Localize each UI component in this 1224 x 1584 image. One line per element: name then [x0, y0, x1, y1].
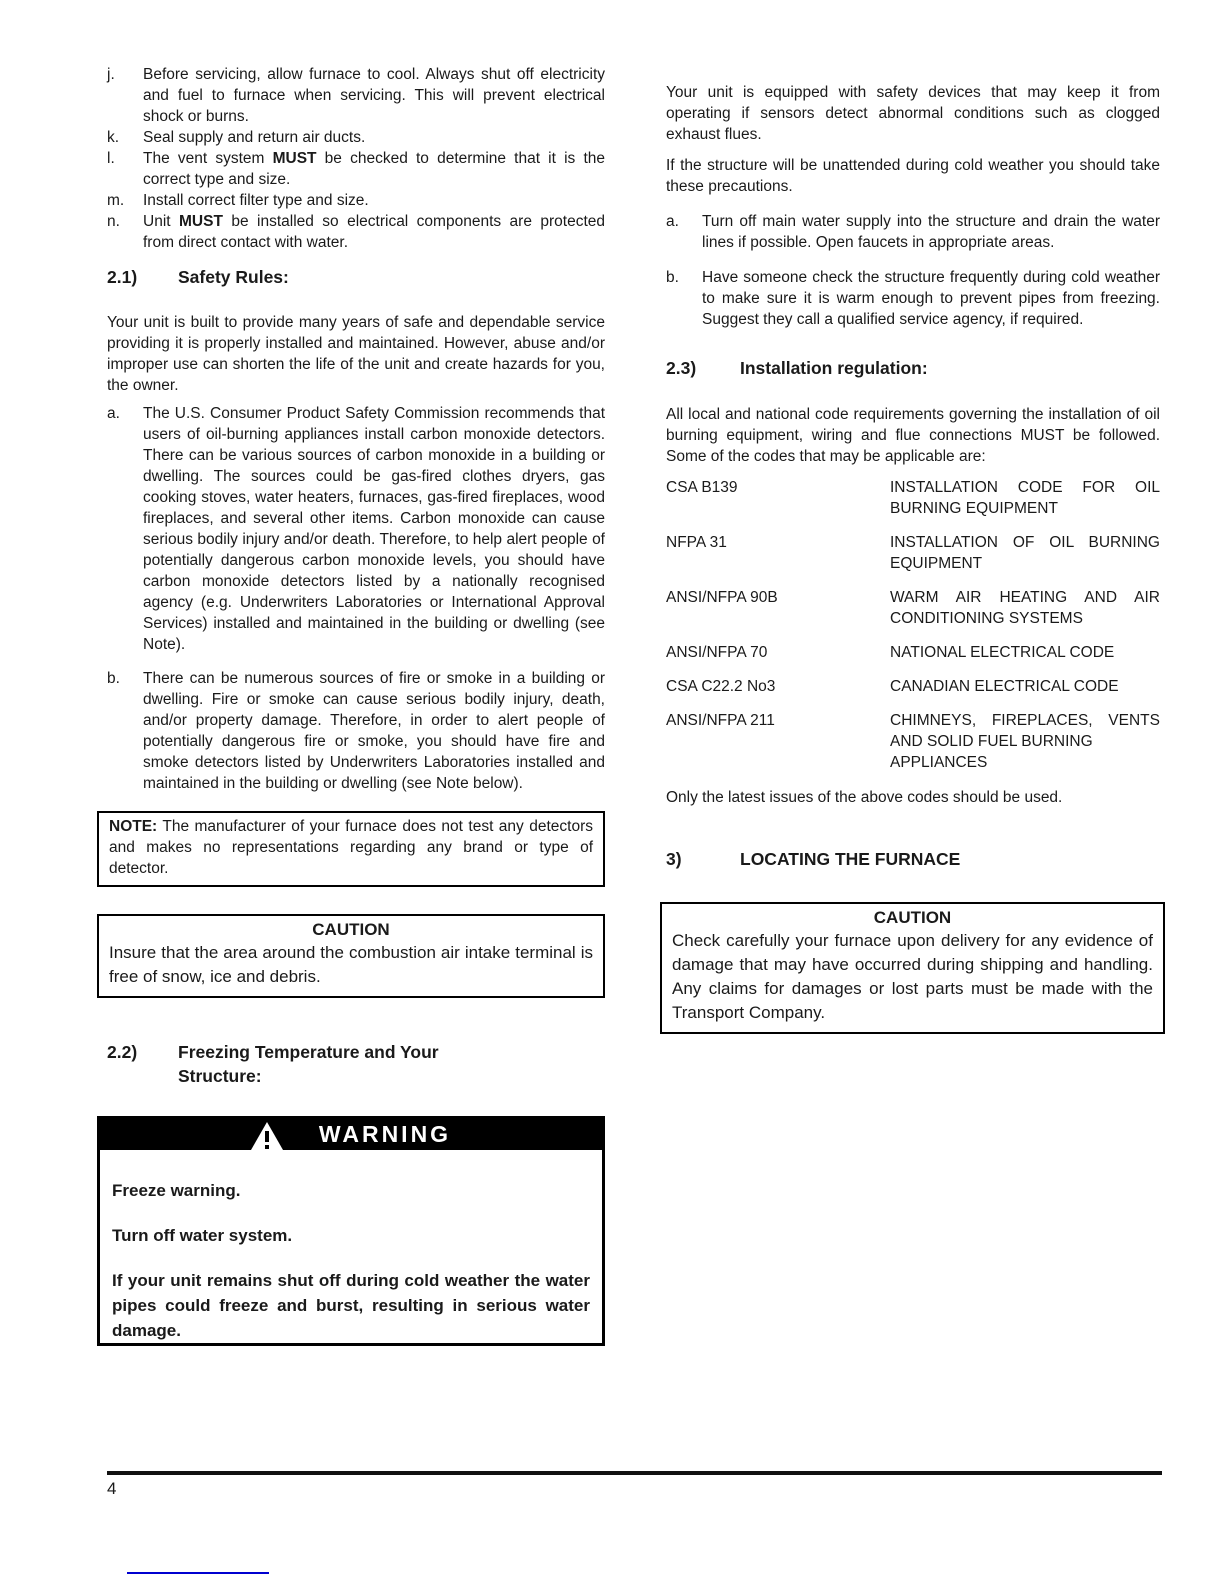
section-heading-freezing-temperature [107, 1040, 605, 1088]
paragraph: Your unit is built to provide many years of safe and dependable service providing it is properly installed and maintained. However, abuse and/or improper use can shorten the life of the unit and create hazards for you, the owner. [107, 314, 605, 394]
warning-body [100, 1150, 602, 1353]
list-item-text: Before servicing, allow furnace to cool. Always shut off electricity and fuel to furnace when servicing. This will prevent electrical shock or burns. [143, 66, 605, 125]
section-number: 3) [666, 849, 682, 869]
code-name: CSA B139 [666, 479, 738, 496]
caution-box-combustion-intake [97, 914, 605, 998]
list-item [107, 148, 605, 190]
section-number: 2.1) [107, 267, 138, 287]
warning-paragraph: Freeze warning. [112, 1181, 241, 1200]
note-text: NOTE: The manufacturer of your furnace does not test any detectors and makes no representations regarding any brand or type of detector. [109, 818, 593, 877]
codes-note: Only the latest issues of the above codes should be used. [666, 789, 1063, 806]
list-item-text: The U.S. Consumer Product Safety Commission recommends that users of oil-burning appliances install carbon monoxide detectors. There can be various sources of carbon monoxide in a building or dwelling. The sources could be gas-fired clothes dryers, gas cooking stoves, water heaters, furnaces, gas-fired fireplaces, wood fireplaces, and several other items. Carbon monoxide can cause serious bodily injury and/or death. Therefore, to help alert people of potentially dangerous carbon monoxide levels, you should have carbon monoxide detectors listed by a nationally recognised agency (e.g. Underwriters Laboratories or International Approval Services) installed and maintained in the building or dwelling (see Note). [143, 405, 605, 653]
code-name: ANSI/NFPA 211 [666, 712, 775, 729]
code-name: CSA C22.2 No3 [666, 678, 776, 695]
code-name: ANSI/NFPA 70 [666, 644, 768, 661]
list-item-text: Install correct filter type and size. [143, 192, 369, 209]
precaution-list [107, 64, 605, 253]
page-number: 4 [107, 1479, 117, 1498]
section-number: 2.2) [107, 1042, 138, 1062]
warning-paragraph: If your unit remains shut off during cold weather the water pipes could freeze and burst, resulting in serious water damage. [112, 1271, 590, 1340]
footer-link-underline[interactable] [127, 1572, 269, 1574]
list-item [666, 267, 1160, 330]
list-item [107, 211, 605, 253]
table-row [666, 710, 1160, 773]
warning-paragraph: Turn off water system. [112, 1226, 293, 1245]
code-description: INSTALLATION CODE FOR OIL BURNING EQUIPMENT [890, 479, 1160, 517]
right-column [666, 82, 1160, 1034]
code-description: CANADIAN ELECTRICAL CODE [890, 678, 1119, 695]
list-item-label: k. [107, 129, 120, 146]
list-item-text: The vent system MUST be checked to determine that it is the correct type and size. [143, 150, 605, 188]
table-row [666, 676, 1160, 697]
footer-divider [107, 1471, 1162, 1475]
warning-header [100, 1119, 602, 1150]
list-item [107, 403, 605, 655]
code-description: WARM AIR HEATING AND AIR CONDITIONING SYSTEMS [890, 589, 1160, 627]
list-item-label: m. [107, 192, 125, 209]
caution-title: CAUTION [312, 920, 390, 939]
list-item-label: a. [666, 213, 679, 230]
paragraph: All local and national code requirements governing the installation of oil burning equipment, wiring and flue connections MUST be followed. Some of the codes that may be applicable are: [666, 406, 1160, 465]
note-box [97, 811, 605, 887]
section-title: Safety Rules: [178, 267, 289, 287]
caution-title: CAUTION [873, 908, 952, 927]
table-row [666, 642, 1160, 663]
code-description: NATIONAL ELECTRICAL CODE [890, 644, 1115, 661]
list-item [666, 211, 1160, 253]
list-item [107, 64, 605, 127]
list-item [107, 668, 605, 794]
code-description: CHIMNEYS, FIREPLACES, VENTS AND SOLID FUEL BURNING APPLIANCES [890, 712, 1160, 771]
list-item-label: b. [666, 269, 679, 286]
list-item [107, 127, 605, 148]
installation-codes-table [666, 477, 1160, 773]
list-item-label: a. [107, 405, 120, 422]
warning-triangle-icon [251, 1122, 283, 1150]
list-item-text: Unit MUST be installed so electrical components are protected from direct contact with water. [143, 213, 605, 251]
paragraph: Your unit is equipped with safety devices that may keep it from operating if sensors detect abnormal conditions such as clogged exhaust flues. [666, 84, 1160, 143]
section-heading-safety-rules [107, 265, 605, 289]
code-name: NFPA 31 [666, 534, 727, 551]
section-title: Installation regulation: [740, 358, 928, 378]
list-item-label: b. [107, 670, 120, 687]
list-item [107, 190, 605, 211]
warning-title: WARNING [318, 1121, 452, 1147]
section-number: 2.3) [666, 358, 697, 378]
list-item-text: There can be numerous sources of fire or smoke in a building or dwelling. Fire or smoke can cause serious bodily injury, death, and/or property damage. Therefore, in order to alert people of potentially dangerous fire or smoke, you should have fire and smoke detectors listed by Underwriters Laboratories installed and maintained in the building or dwelling (see Note below). [143, 670, 605, 792]
section-title: LOCATING THE FURNACE [740, 849, 961, 869]
caution-text: Insure that the area around the combustion air intake terminal is free of snow, ice and debris. [109, 943, 593, 986]
list-item-label: j. [107, 66, 115, 83]
table-row [666, 532, 1160, 574]
table-row [666, 477, 1160, 519]
left-column [107, 64, 605, 1346]
list-item-text: Seal supply and return air ducts. [143, 129, 366, 146]
list-item-label: n. [107, 213, 120, 230]
table-row [666, 587, 1160, 629]
list-item-text: Turn off main water supply into the structure and drain the water lines if possible. Open faucets in appropriate areas. [702, 213, 1160, 251]
caution-text: Check carefully your furnace upon delivery for any evidence of damage that may have occurred during shipping and handling. Any claims for damages or lost parts must be made with the Transport Company. [672, 931, 1153, 1022]
section-heading-locating-furnace [666, 847, 1160, 871]
section-title: Freezing Temperature and Your Structure: [178, 1042, 439, 1086]
code-name: ANSI/NFPA 90B [666, 589, 778, 606]
section-heading-installation-regulation [666, 356, 1160, 380]
list-item-label: l. [107, 150, 115, 167]
list-item-text: Have someone check the structure frequently during cold weather to make sure it is warm enough to prevent pipes from freezing. Suggest they call a qualified service agency, if required. [702, 269, 1160, 328]
code-description: INSTALLATION OF OIL BURNING EQUIPMENT [890, 534, 1160, 572]
caution-box-delivery-damage [660, 902, 1165, 1034]
paragraph: If the structure will be unattended during cold weather you should take these precautions. [666, 157, 1160, 195]
warning-box-freeze [97, 1116, 605, 1346]
